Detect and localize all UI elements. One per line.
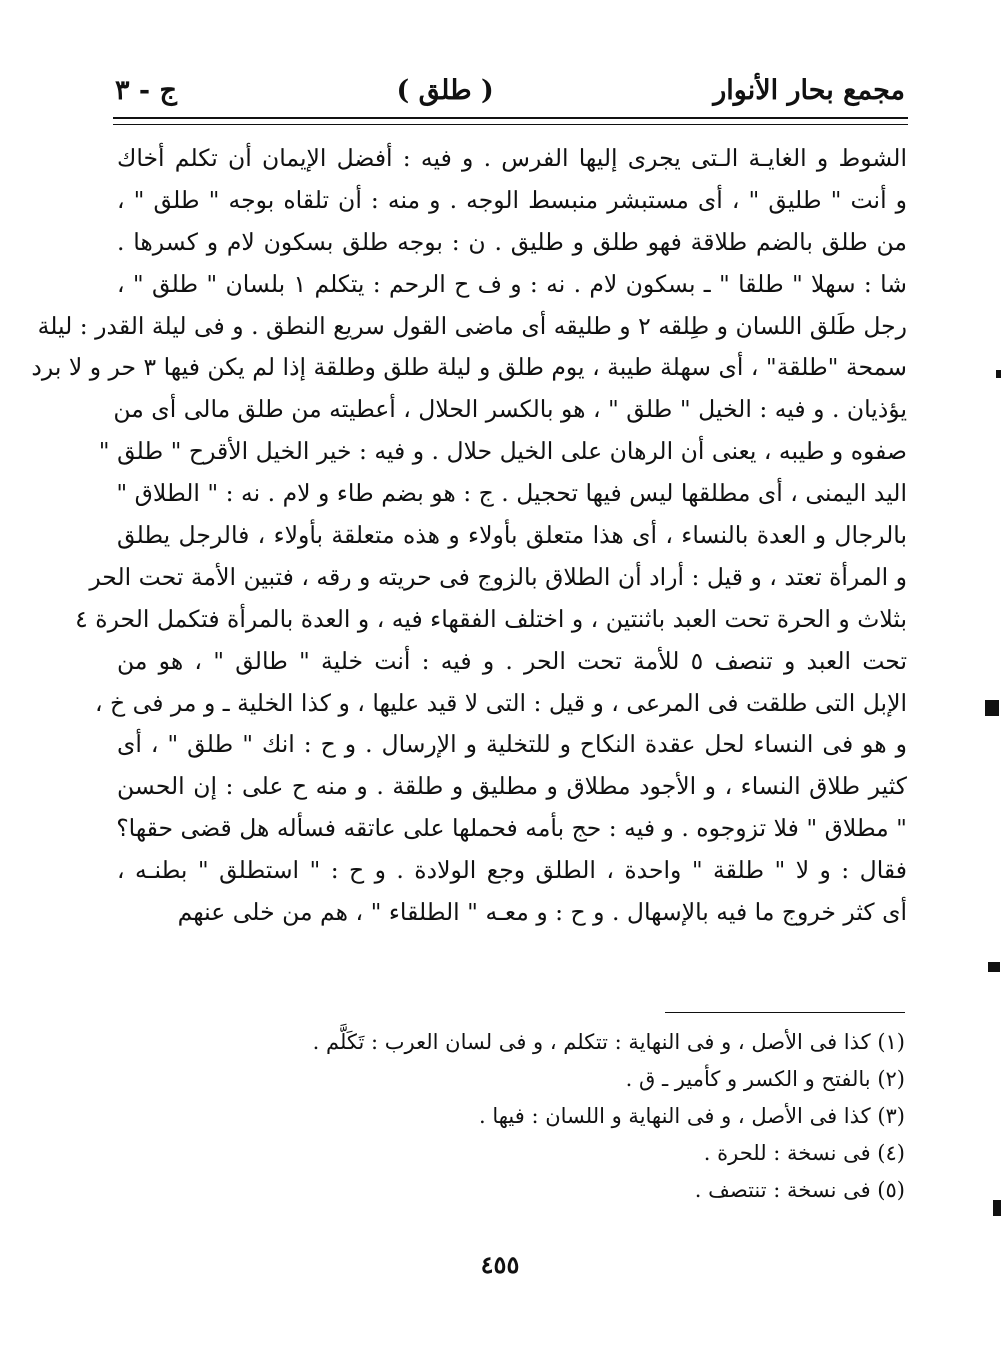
- text-line: الشوط و الغايـة الـتى يجرى إليها الفرس . و فيه : أفضل الإيمان أن تكلم أخاك: [117, 144, 907, 172]
- header-rule-thick: [113, 117, 908, 119]
- footnote: (٣) كذا فى الأصل ، و فى النهاية و اللسان : فيها .: [478, 1104, 905, 1128]
- scan-mark: [985, 700, 999, 716]
- text-line: سمحة "طلقة" ، أى سهلة طيبة ، يوم طلق و ليلة طلق وطلقة إذا لم يكن فيها ٣ حر و لا برد: [31, 353, 907, 382]
- text-line: صفوه و طيبه ، يعنى أن الرهان على الخيل حلال . و فيه : خير الخيل الأقرح " طلق ": [98, 437, 907, 466]
- page-number: ٤٥٥: [480, 1250, 520, 1279]
- volume-label: ج - ٣: [115, 74, 177, 106]
- header-rule-thin: [113, 124, 908, 125]
- footnote: (٤) فى نسخة : للحرة .: [703, 1141, 905, 1165]
- footnote: (٥) فى نسخة : تنتصف .: [694, 1178, 905, 1202]
- text-line: بالرجال و العدة بالنساء ، أى هذا متعلق بأولاء و هذه متعلقة بأولاء ، فالرجل يطلق: [117, 521, 907, 550]
- text-line: بثلاث و الحرة تحت العبد باثنتين ، و اختلف الفقهاء فيه ، و العدة بالمرأة فتكمل الحرة ٤: [75, 604, 907, 633]
- main-text: [31, 138, 907, 934]
- footnotes: [160, 1024, 905, 1209]
- text-line: و هو فى النساء لحل عقدة النكاح و للتخلية و الإرسال . و ح : انك " طلق " ، أى: [117, 730, 907, 759]
- text-line: أى كثر خروج ما فيه بالإسهال . و ح : و معـه " الطلقاء " ، هم من خلى عنهم: [177, 898, 907, 927]
- text-line: رجل طَلق اللسان و طِلقه ٢ و طليقه أى ماضى القول سريع النطق . و فى ليلة القدر : ليلة: [37, 311, 907, 340]
- scan-mark: [993, 1200, 1001, 1216]
- text-line: شا : سهلا " طلقا " ـ بسكون لام . نه : و ف ح الرحم : يتكلم ١ بلسان " طلق " ،: [117, 269, 907, 298]
- running-header: [115, 68, 905, 112]
- text-line: يؤذيان . و فيه : الخيل " طلق " ، هو بالكسر الحلال ، أعطيته من طلق مالى أى من: [113, 395, 907, 424]
- scan-mark: [996, 370, 1001, 378]
- book-title: مجمع بحار الأنوار: [713, 74, 905, 106]
- text-line: و أنت " طليق " ، أى مستبشر منبسط الوجه . و منه : أن تلقاه بوجه " طلق " ،: [117, 185, 907, 214]
- text-line: كثير طلاق النساء ، و الأجود مطلاق و مطليق و طلقة . و منه ح على : إن الحسن: [117, 772, 907, 801]
- text-line: تحت العبد و تنصف ٥ للأمة تحت الحر . و فيه : أنت خلية " طالق " ، هو من: [117, 646, 907, 675]
- text-line: اليد اليمنى ، أى مطلقها ليس فيها تحجيل . ج : هو بضم طاء و لام . نه : " الطلاق ": [116, 479, 907, 508]
- text-line: " مطلاق " فلا تزوجوه . و فيه : حج بأمه فحملها على عاتقه فسأله هل قضى حقها؟: [116, 814, 907, 843]
- text-line: فقال : و لا " طلقة " واحدة ، الطلق وجع الولادة . و ح : " استطلق " بطنـه ،: [117, 856, 907, 885]
- entry-word: ( طلق ): [396, 74, 494, 106]
- text-line: من طلق بالضم طلاقة فهو طلق و طليق . ن : بوجه طلق بسكون لام و كسرها .: [117, 227, 907, 256]
- text-line: و المرأة تعتد ، و قيل : أراد أن الطلاق بالزوج فى حريته و رقه ، فتبين الأمة تحت الحر: [89, 562, 907, 591]
- footnote: (٢) بالفتح و الكسر و كأمير ـ ق .: [625, 1067, 905, 1091]
- footnote-rule: [665, 1012, 905, 1013]
- text-line: الإبل التى طلقت فى المرعى ، و قيل : التى لا قيد عليها ، و كذا الخلية ـ و مر فى خ ،: [94, 688, 907, 717]
- footnote: (١) كذا فى الأصل ، و فى النهاية : تتكلم ، و فى لسان العرب : تَكَلَّم .: [312, 1030, 905, 1054]
- scan-mark: [988, 962, 1000, 972]
